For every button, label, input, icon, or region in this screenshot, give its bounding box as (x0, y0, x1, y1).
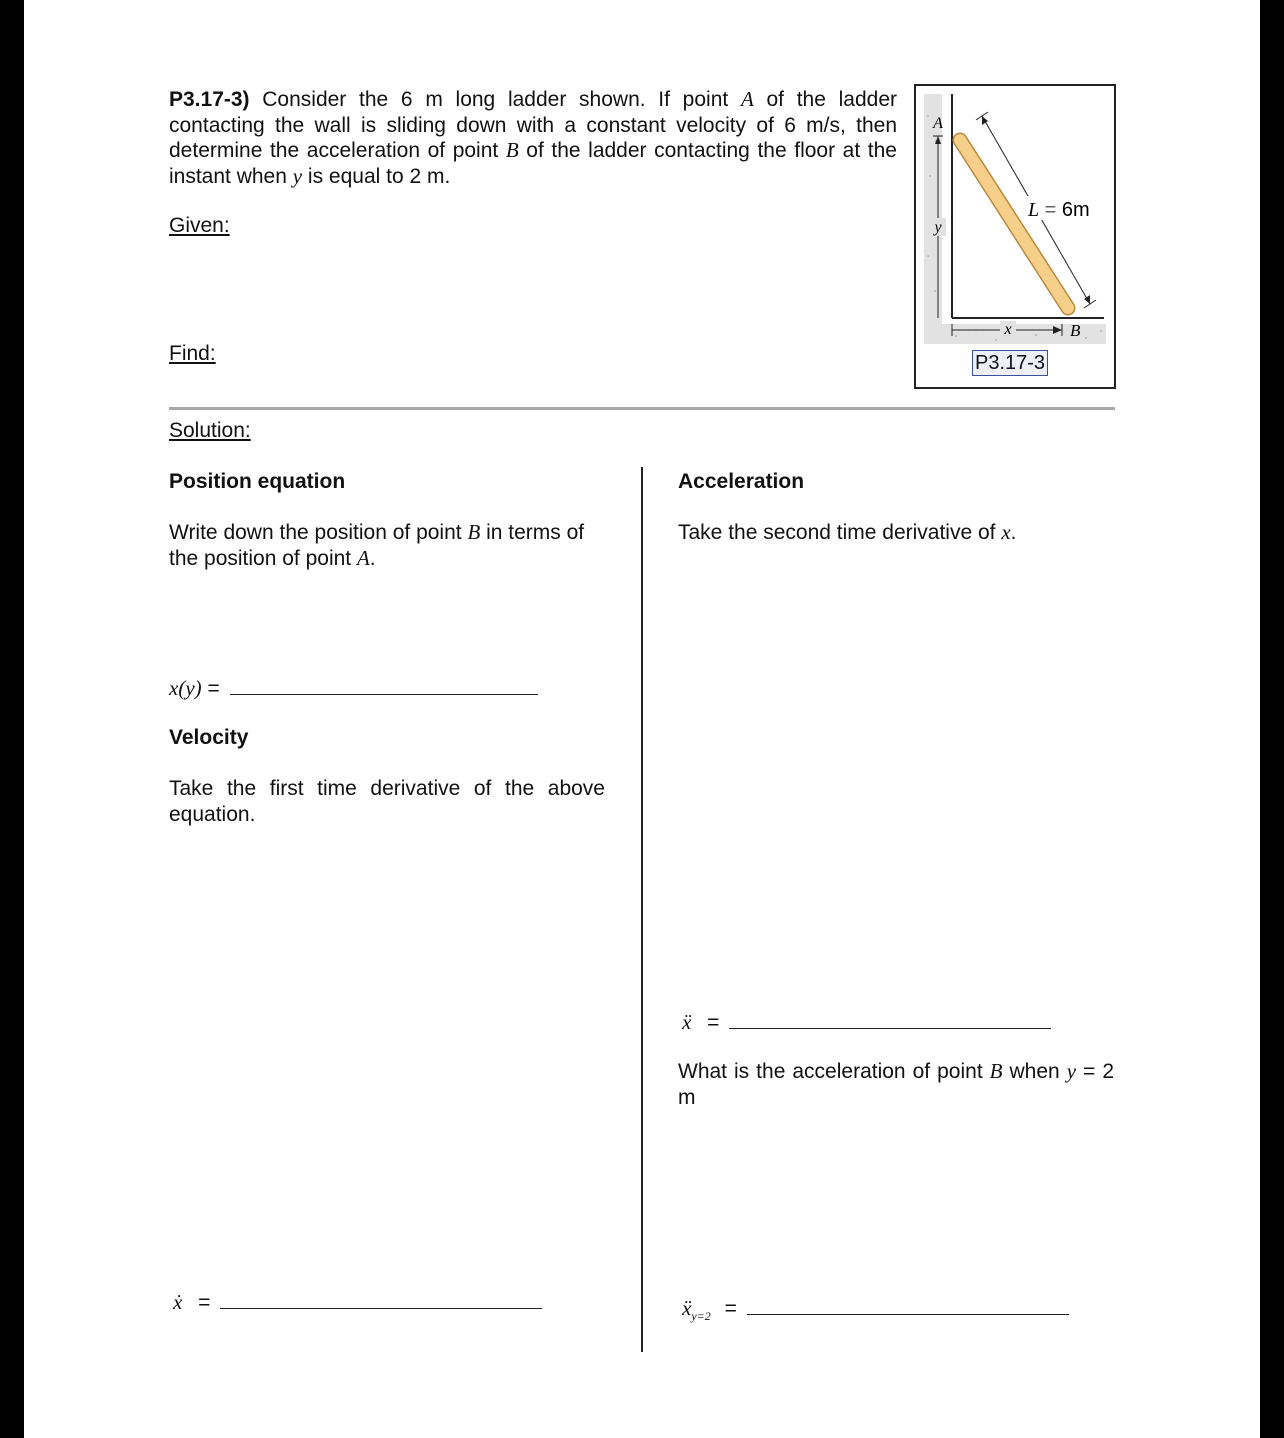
given-label: Given: (169, 214, 230, 237)
problem-text-3: of the ladder contacting the floor at the instant when (169, 139, 897, 188)
figure-caption: P3.17-3 (972, 350, 1048, 376)
position-heading: Position equation (169, 470, 346, 493)
problem-var-y: y (292, 163, 303, 188)
final-eq-sign: = (724, 1297, 737, 1320)
position-text-3: . (369, 546, 376, 570)
position-instructions (169, 520, 614, 571)
velocity-eq-lhs: ẋ (173, 1290, 183, 1314)
velocity-eq-sign: = (198, 1291, 211, 1314)
final-eq-subscript: y=2 (691, 1309, 711, 1324)
velocity-equation (173, 1288, 542, 1315)
acceleration-equation (682, 1008, 1051, 1035)
point-a-label: A (933, 115, 943, 132)
problem-text-2: of the ladder contacting the wall is sliding down with a constant velocity of 6 m/s, then determine the acceleration of point (169, 88, 897, 162)
problem-text-1: Consider the 6 m long ladder shown. If point (249, 88, 741, 111)
final-answer-blank[interactable] (747, 1294, 1069, 1315)
problem-point-b: B (505, 138, 519, 162)
problem-point-a: A (740, 87, 754, 111)
position-eq-sign: = (201, 677, 220, 700)
velocity-heading: Velocity (169, 726, 249, 749)
acceleration-instructions (678, 520, 1017, 546)
position-answer-blank[interactable] (230, 674, 538, 695)
solution-label: Solution: (169, 419, 251, 442)
worksheet-page (24, 0, 1260, 1438)
final-acceleration-equation (682, 1294, 1069, 1324)
question-point-b: B (989, 1059, 1003, 1083)
position-text-2: in terms of the position of point (169, 521, 585, 570)
length-arrow-top (982, 116, 988, 125)
length-arrow-bottom (1084, 295, 1090, 304)
acceleration-eq-sign: = (707, 1011, 720, 1034)
position-eq-lhs: x(y) (169, 676, 202, 700)
acceleration-var-x: x (1001, 520, 1011, 544)
problem-number: P3.17-3) (169, 88, 250, 111)
acceleration-eq-lhs: ẍ (682, 1010, 692, 1034)
position-text-1: Write down the position of point (169, 521, 468, 544)
ladder-diagram (916, 86, 1114, 387)
y-label: y (934, 219, 942, 236)
question-text-2: when (1002, 1060, 1067, 1083)
position-point-a: A (356, 545, 370, 570)
position-equation (169, 674, 538, 701)
section-divider (169, 407, 1115, 410)
velocity-instructions: Take the first time derivative of the above equation. (169, 777, 605, 826)
length-label: L = 6m (1028, 199, 1090, 221)
acceleration-text-2: . (1010, 521, 1017, 544)
point-b-label: B (1070, 321, 1081, 340)
problem-text-4: is equal to 2 m. (302, 164, 451, 188)
question-var-y: y (1066, 1059, 1077, 1083)
acceleration-answer-blank[interactable] (729, 1008, 1051, 1029)
ladder (960, 140, 1068, 308)
acceleration-question (678, 1059, 1114, 1110)
x-label: x (1004, 321, 1012, 338)
question-text-3: = 2 m (678, 1060, 1114, 1109)
problem-statement (169, 87, 897, 189)
final-eq-lhs: ẍ (682, 1296, 692, 1320)
question-text-1: What is the acceleration of point (678, 1060, 990, 1083)
ladder-figure (914, 84, 1116, 389)
find-label: Find: (169, 342, 216, 365)
acceleration-text-1: Take the second time derivative of (678, 521, 1002, 544)
velocity-answer-blank[interactable] (220, 1288, 542, 1309)
acceleration-heading: Acceleration (678, 470, 805, 493)
position-point-b: B (467, 520, 481, 544)
column-divider (641, 467, 643, 1352)
